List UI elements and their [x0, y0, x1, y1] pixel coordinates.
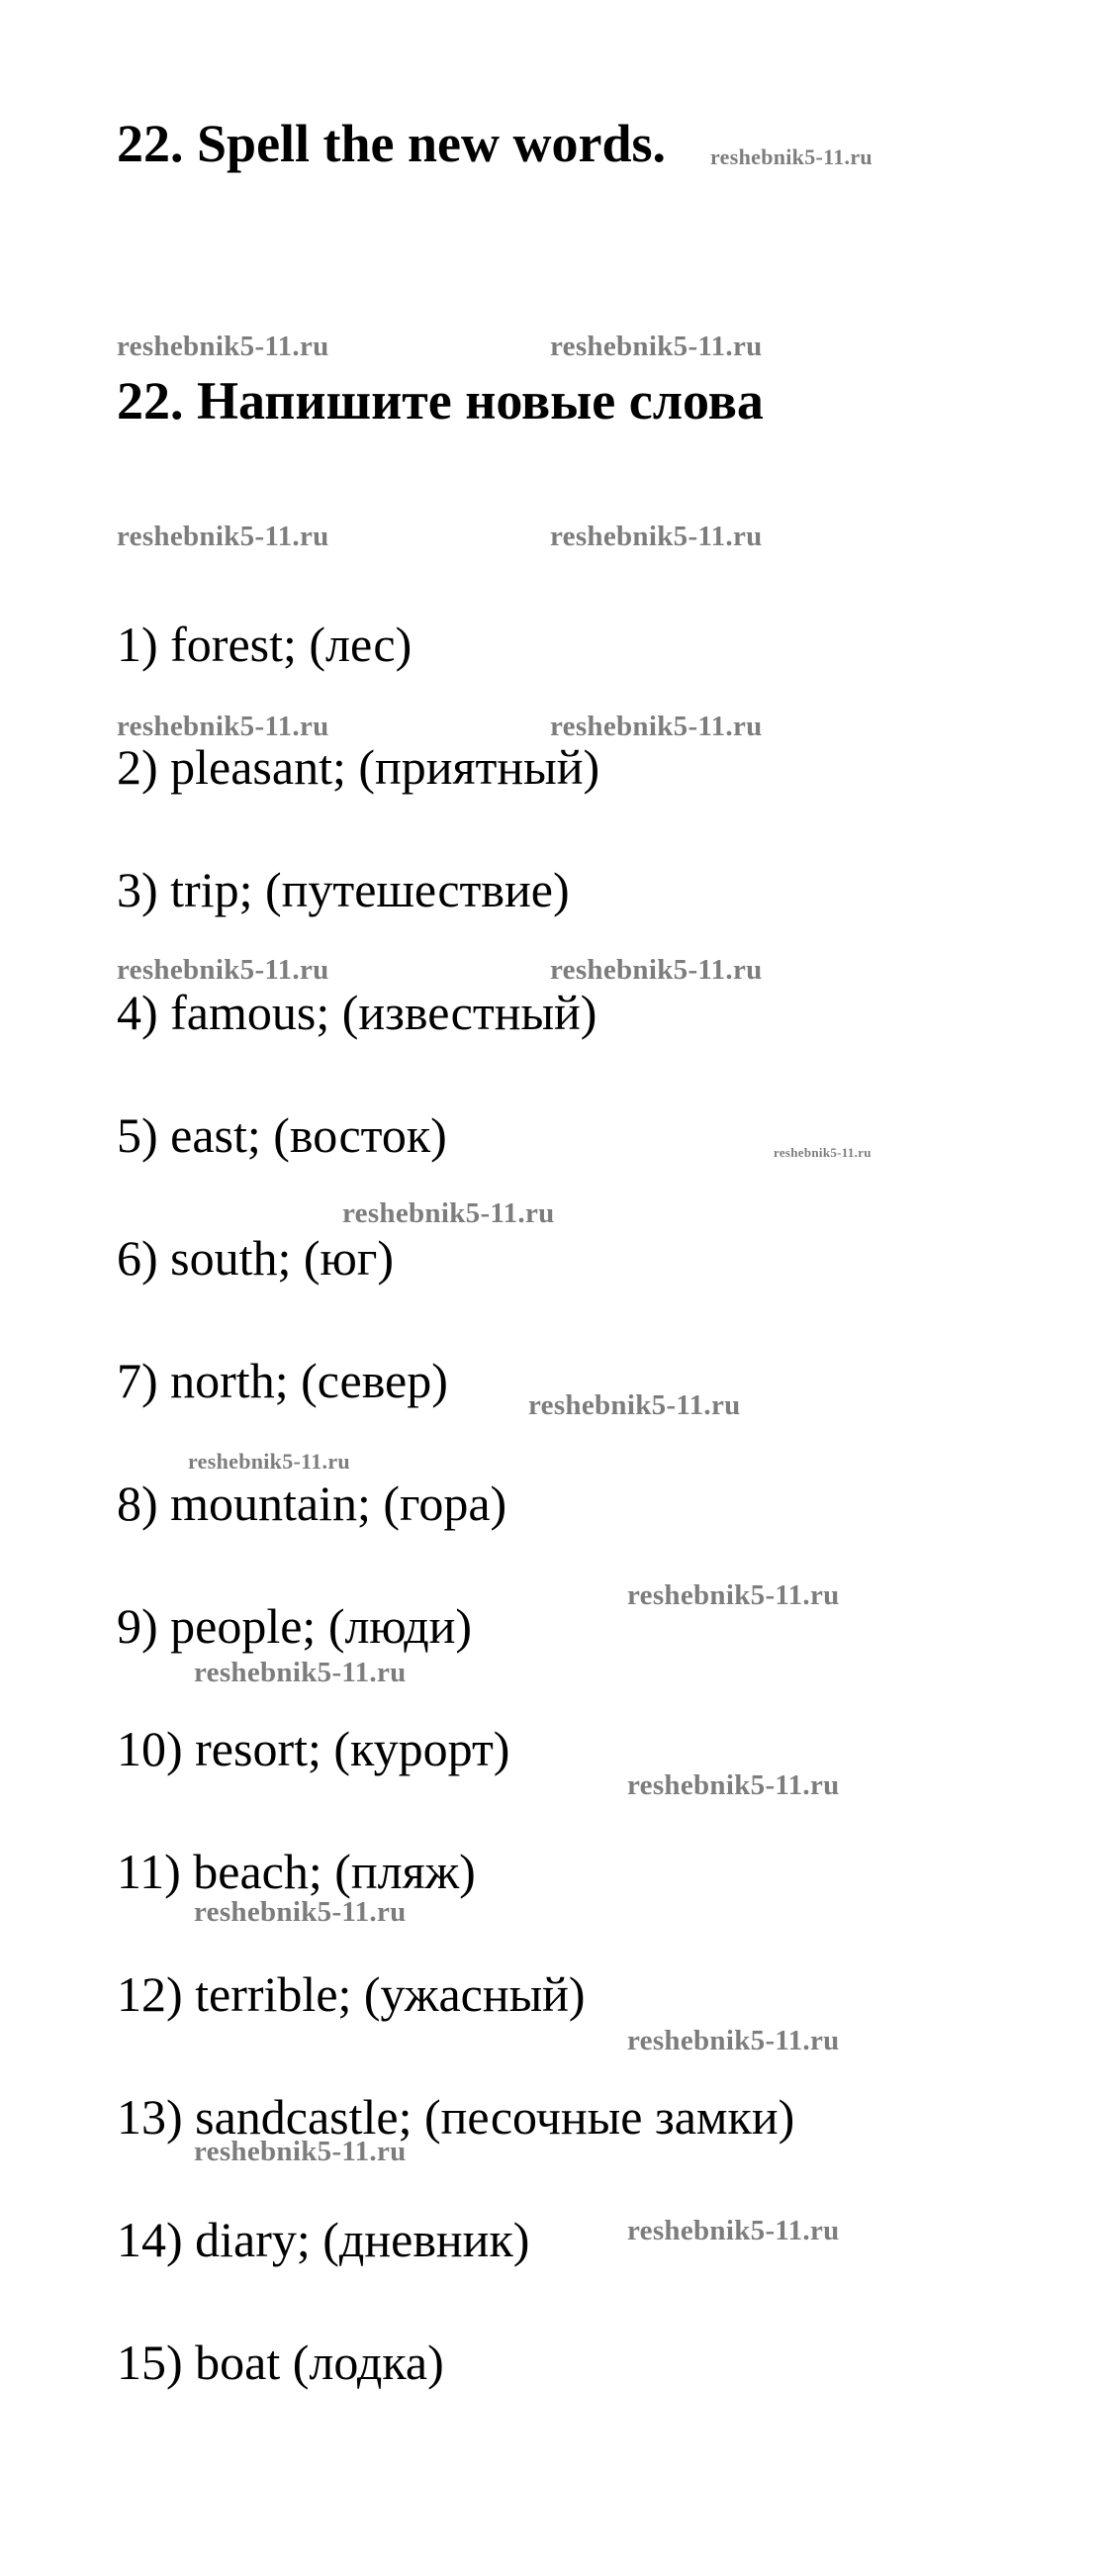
watermark-text: reshebnik5-11.ru: [550, 711, 763, 742]
list-item: 6) south; (юг): [117, 1230, 395, 1286]
watermark-text: reshebnik5-11.ru: [710, 144, 872, 169]
watermark-text: reshebnik5-11.ru: [117, 331, 329, 362]
list-item: 10) resort; (курорт): [117, 1721, 510, 1776]
watermark-text: reshebnik5-11.ru: [627, 2215, 840, 2246]
watermark-text: reshebnik5-11.ru: [550, 954, 763, 986]
watermark-text: reshebnik5-11.ru: [627, 2025, 840, 2056]
heading-russian: 22. Напишите новые слова: [117, 371, 764, 430]
list-item: 4) famous; (известный): [117, 985, 597, 1040]
watermark-text: reshebnik5-11.ru: [117, 521, 329, 552]
list-item: 12) terrible; (ужасный): [117, 1966, 586, 2022]
watermark-text: reshebnik5-11.ru: [188, 1449, 350, 1474]
watermark-text: reshebnik5-11.ru: [774, 1145, 872, 1160]
watermark-text: reshebnik5-11.ru: [117, 711, 329, 742]
heading-english: 22. Spell the new words.: [117, 114, 667, 173]
watermark-text: reshebnik5-11.ru: [194, 1896, 407, 1928]
list-item: 9) people; (люди): [117, 1598, 473, 1654]
list-item: 15) boat (лодка): [117, 2335, 444, 2390]
list-item: 2) pleasant; (приятный): [117, 739, 600, 795]
list-item: 8) mountain; (гора): [117, 1476, 507, 1531]
watermark-text: reshebnik5-11.ru: [627, 1769, 840, 1801]
list-item: 1) forest; (лес): [117, 617, 413, 672]
watermark-text: reshebnik5-11.ru: [627, 1579, 840, 1611]
list-item: 14) diary; (дневник): [117, 2212, 530, 2267]
list-item: 5) east; (восток): [117, 1107, 447, 1163]
watermark-text: reshebnik5-11.ru: [528, 1389, 741, 1421]
watermark-text: reshebnik5-11.ru: [342, 1197, 555, 1229]
watermark-text: reshebnik5-11.ru: [194, 1657, 407, 1688]
list-item: 3) trip; (путешествие): [117, 862, 570, 917]
list-item: 7) north; (север): [117, 1353, 448, 1408]
list-item: 13) sandcastle; (песочные замки): [117, 2089, 795, 2145]
watermark-text: reshebnik5-11.ru: [550, 521, 763, 552]
watermark-text: reshebnik5-11.ru: [194, 2136, 407, 2167]
list-item: 11) beach; (пляж): [117, 1844, 476, 1899]
watermark-text: reshebnik5-11.ru: [117, 954, 329, 986]
watermark-text: reshebnik5-11.ru: [550, 331, 763, 362]
